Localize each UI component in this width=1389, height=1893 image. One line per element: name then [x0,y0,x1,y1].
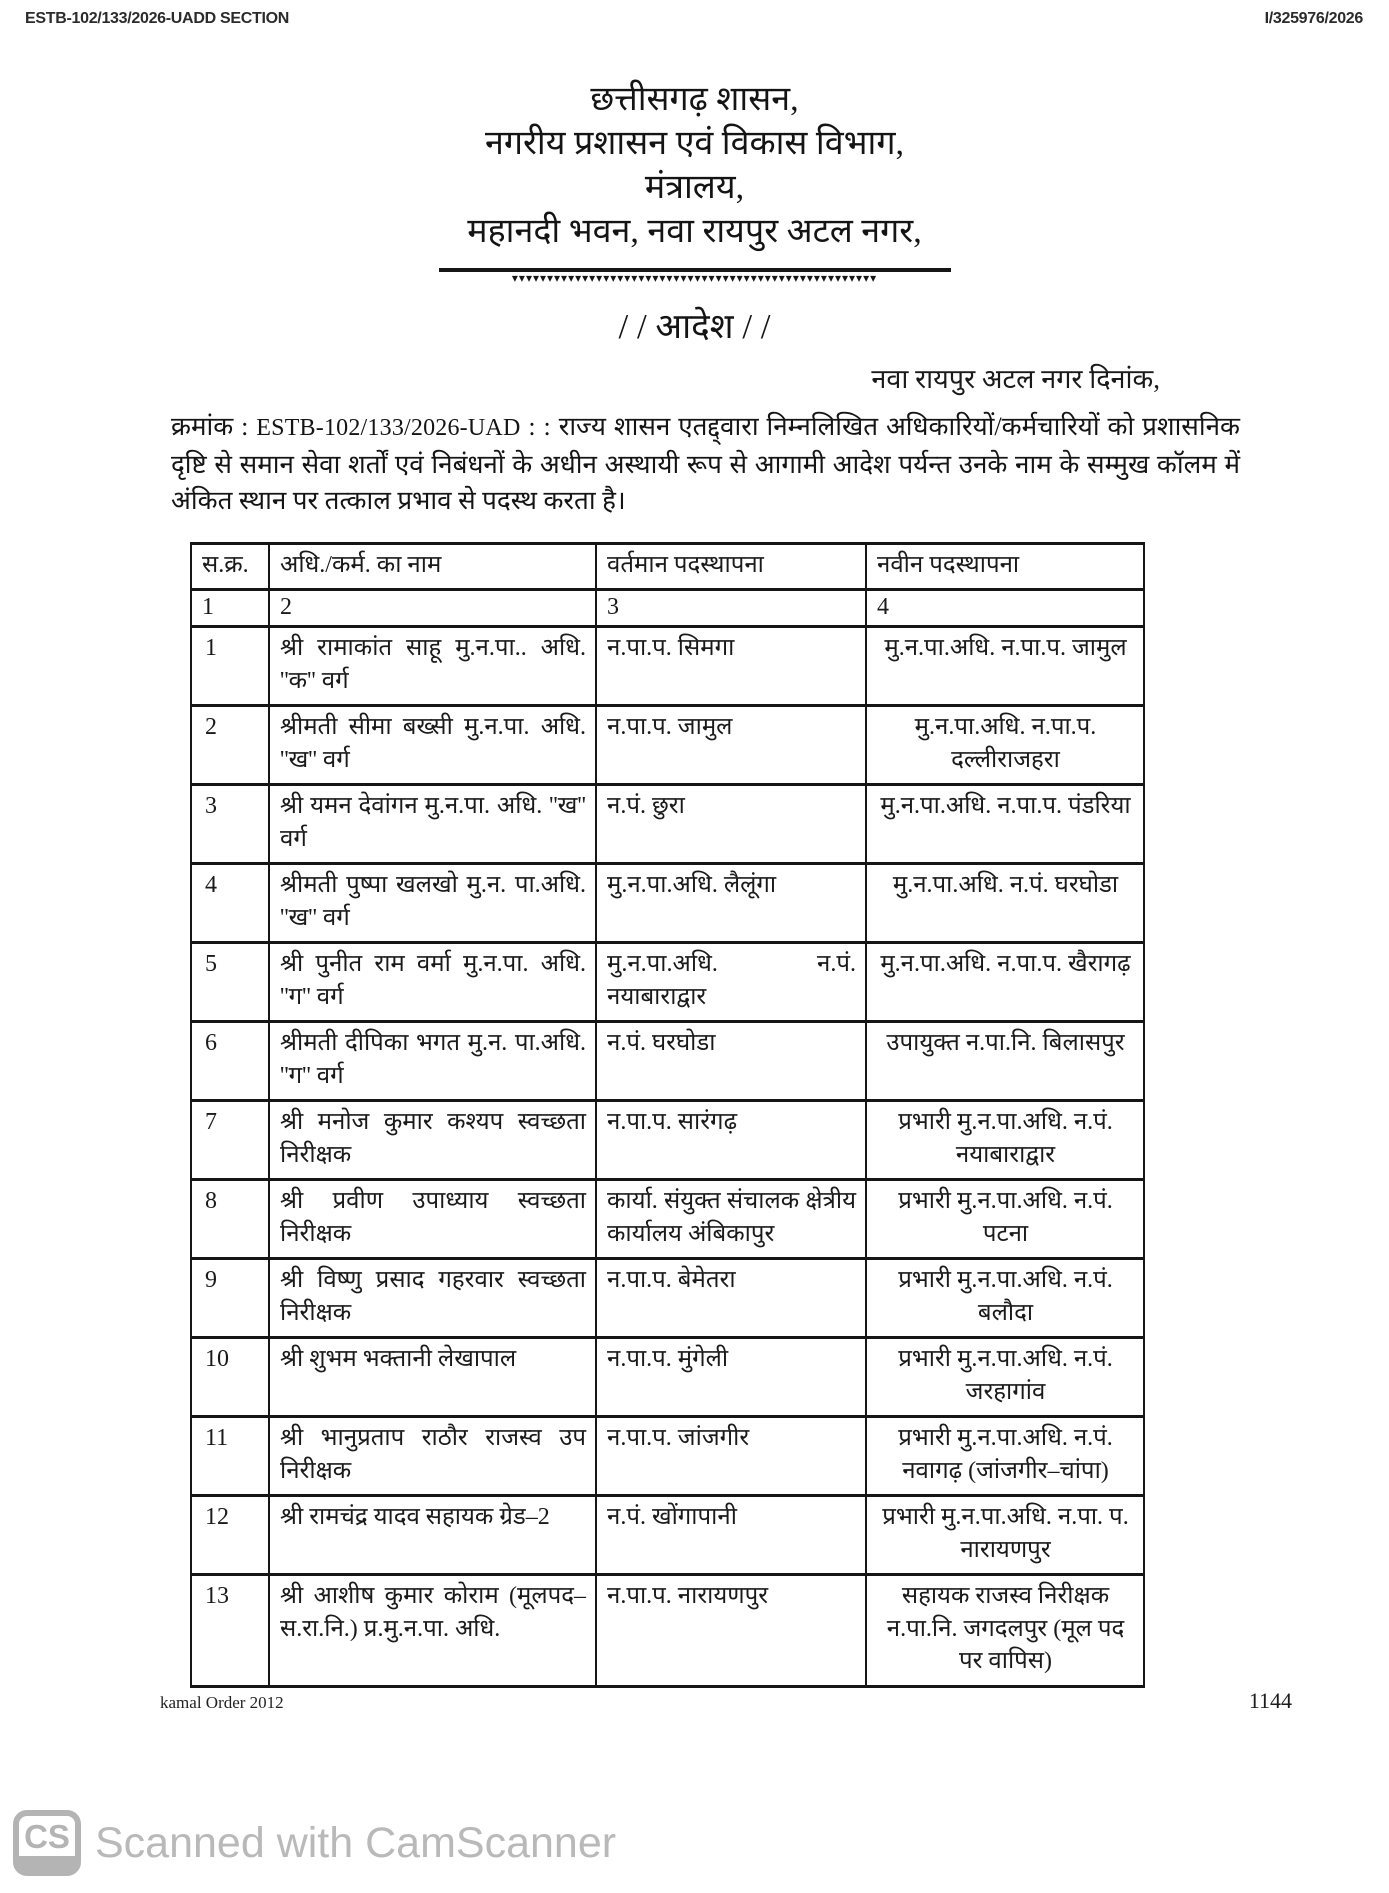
current-posting-cell: मु.न.पा.अधि. लैलूंगा [596,864,866,943]
current-posting-cell: न.पा.प. मुंगेली [596,1338,866,1417]
name-cell: श्री आशीष कुमार कोराम (मूलपद–स.रा.नि.) प्र.मु.न.पा. अधि. [269,1575,596,1687]
table-row [191,943,1144,1022]
camscanner-logo-icon [13,1810,81,1876]
new-posting-cell: मु.न.पा.अधि. न.पा.प. खैरागढ़ [866,943,1144,1022]
order-body-text: राज्य शासन एतद्द्वारा निम्नलिखित अधिकारियों/कर्मचारियों को प्रशासनिक दृष्टि से समान सेवा शर्तों एवं निबंधनों के अधीन अस्थायी रूप से आगामी आदेश पर्यन्त उनके नाम के सम्मुख कॉलम में अंकित स्थान पर तत्काल प्रभाव से पदस्थ करता है। [171,412,1241,515]
name-cell: श्री रामचंद्र यादव सहायक ग्रेड–2 [269,1496,596,1575]
name-cell: श्रीमती दीपिका भगत मु.न. पा.अधि. ''ग'' वर्ग [269,1022,596,1101]
rule-sawtooth-marks: ▾▾▾▾▾▾▾▾▾▾▾▾▾▾▾▾▾▾▾▾▾▾▾▾▾▾▾▾▾▾▾▾▾▾▾▾▾▾▾▾▾▾▾▾▾▾▾▾▾▾▾▾ [511,272,878,284]
new-posting-cell: मु.न.पा.अधि. न.पा.प. जामुल [866,627,1144,706]
table-row [191,785,1144,864]
file-reference: ESTB-102/133/2026-UADD SECTION [25,10,289,27]
letterhead-line-ministry: मंत्रालय, [644,169,745,206]
sno-cell: 1 [191,627,269,706]
letterhead-line-address: महानदी भवन, नवा रायपुर अटल नगर, [467,213,922,250]
table-row [191,706,1144,785]
sno-cell: 9 [191,1259,269,1338]
column-number: 2 [269,590,596,627]
name-cell: श्री रामाकांत साहू मु.न.पा.. अधि. ''क'' वर्ग [269,627,596,706]
column-number: 1 [191,590,269,627]
name-cell: श्री विष्णु प्रसाद गहरवार स्वच्छता निरीक्षक [269,1259,596,1338]
order-heading: / / आदेश / / [618,307,771,346]
current-posting-cell: न.पा.प. सिमगा [596,627,866,706]
new-posting-cell: मु.न.पा.अधि. न.पं. घरघोडा [866,864,1144,943]
order-body-paragraph [171,409,1240,520]
page-number: 1144 [1248,1688,1292,1713]
new-posting-cell: मु.न.पा.अधि. न.पा.प. दल्लीराजहरा [866,706,1144,785]
table-row [191,1259,1144,1338]
new-posting-cell: उपायुक्त न.पा.नि. बिलासपुर [866,1022,1144,1101]
decorative-rule [439,268,951,284]
current-posting-cell: न.पा.प. जामुल [596,706,866,785]
order-reference-code: ESTB-102/133/2026-UAD [256,415,521,441]
name-cell: श्री पुनीत राम वर्मा मु.न.पा. अधि. ''ग'' वर्ग [269,943,596,1022]
sno-cell: 8 [191,1180,269,1259]
name-cell: श्री यमन देवांगन मु.न.पा. अधि. ''ख'' वर्ग [269,785,596,864]
header-serial-number: स.क्र. [191,543,269,590]
sno-cell: 3 [191,785,269,864]
table-row [191,1496,1144,1575]
current-posting-cell: न.पं. खोंगापानी [596,1496,866,1575]
header-current-posting: वर्तमान पदस्थापना [596,543,866,590]
sno-cell: 10 [191,1338,269,1417]
camscanner-logo-base [18,1856,76,1871]
letterhead [0,78,1389,284]
header-new-posting: नवीन पदस्थापना [866,543,1144,590]
sno-cell: 2 [191,706,269,785]
column-number-row [191,590,1144,627]
table-header-row [191,543,1144,590]
table-row [191,1575,1144,1687]
new-posting-cell: प्रभारी मु.न.पा.अधि. न.पा. प. नारायणपुर [866,1496,1144,1575]
camscanner-logo-letters: CS [24,1818,70,1855]
sno-cell: 5 [191,943,269,1022]
table-row [191,1022,1144,1101]
current-posting-cell: मु.न.पा.अधि. न.पं. नयाबाराद्वार [596,943,866,1022]
footer-file-note: kamal Order 2012 [160,1693,284,1712]
column-number: 4 [866,590,1144,627]
current-posting-cell: न.पं. घरघोडा [596,1022,866,1101]
sno-cell: 11 [191,1417,269,1496]
name-cell: श्री भानुप्रताप राठौर राजस्व उप निरीक्षक [269,1417,596,1496]
table-row [191,864,1144,943]
current-posting-cell: न.पं. छुरा [596,785,866,864]
table-row [191,1338,1144,1417]
eoffice-id: I/325976/2026 [1264,10,1363,27]
new-posting-cell: प्रभारी मु.न.पा.अधि. न.पं. नयाबाराद्वार [866,1101,1144,1180]
name-cell: श्री शुभम भक्तानी लेखापाल [269,1338,596,1417]
sno-cell: 4 [191,864,269,943]
table-row [191,627,1144,706]
name-cell: श्री प्रवीण उपाध्याय स्वच्छता निरीक्षक [269,1180,596,1259]
sno-cell: 13 [191,1575,269,1687]
name-cell: श्री मनोज कुमार कश्यप स्वच्छता निरीक्षक [269,1101,596,1180]
current-posting-cell: न.पा.प. जांजगीर [596,1417,866,1496]
table-row [191,1180,1144,1259]
order-number-label: क्रमांक : [171,412,249,441]
table-row [191,1101,1144,1180]
transfer-posting-table [190,542,1145,1688]
sno-cell: 12 [191,1496,269,1575]
current-posting-cell: न.पा.प. सारंगढ़ [596,1101,866,1180]
sno-cell: 6 [191,1022,269,1101]
name-cell: श्रीमती सीमा बख्सी मु.न.पा. अधि. ''ख'' वर्ग [269,706,596,785]
new-posting-cell: मु.न.पा.अधि. न.पा.प. पंडरिया [866,785,1144,864]
new-posting-cell: प्रभारी मु.न.पा.अधि. न.पं. बलौदा [866,1259,1144,1338]
current-posting-cell: न.पा.प. बेमेतरा [596,1259,866,1338]
header-officer-name: अधि./कर्म. का नाम [269,543,596,590]
table-row [191,1417,1144,1496]
page-footer [160,1688,1292,1714]
camscanner-watermark-text: Scanned with CamScanner [95,1818,617,1867]
current-posting-cell: न.पा.प. नारायणपुर [596,1575,866,1687]
new-posting-cell: प्रभारी मु.न.पा.अधि. न.पं. पटना [866,1180,1144,1259]
new-posting-cell: प्रभारी मु.न.पा.अधि. न.पं. नवागढ़ (जांजगीर–चांपा) [866,1417,1144,1496]
column-number: 3 [596,590,866,627]
document-meta-row [0,0,1389,28]
place-date-line: नवा रायपुर अटल नगर दिनांक, [871,364,1160,394]
order-reference-separator: : : [528,412,551,441]
new-posting-cell: सहायक राजस्व निरीक्षक न.पा.नि. जगदलपुर (मूल पद पर वापिस) [866,1575,1144,1687]
letterhead-line-department: नगरीय प्रशासन एवं विकास विभाग, [485,125,904,162]
letterhead-line-government: छत्तीसगढ़ शासन, [590,81,799,118]
camscanner-watermark-bar [0,1793,1389,1893]
new-posting-cell: प्रभारी मु.न.पा.अधि. न.पं. जरहागांव [866,1338,1144,1417]
sno-cell: 7 [191,1101,269,1180]
current-posting-cell: कार्या. संयुक्त संचालक क्षेत्रीय कार्यालय अंबिकापुर [596,1180,866,1259]
name-cell: श्रीमती पुष्पा खलखो मु.न. पा.अधि. ''ख'' वर्ग [269,864,596,943]
